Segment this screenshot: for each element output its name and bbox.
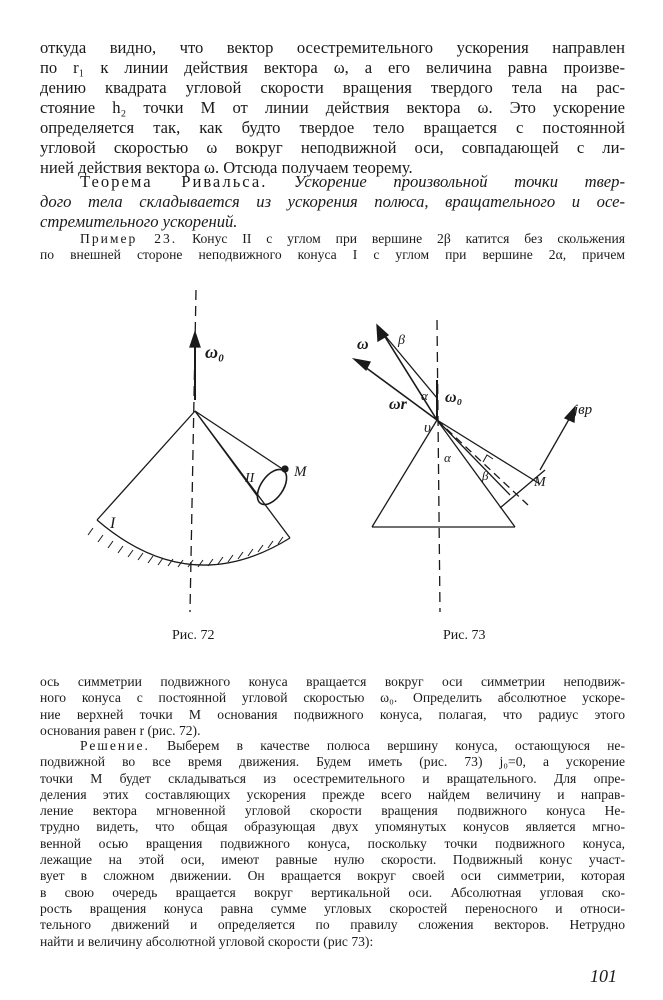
example-heading: Пример 23.	[80, 231, 178, 246]
fig72-label-cone-I: I	[110, 515, 116, 532]
page-number: 101	[590, 966, 617, 986]
figure-73	[354, 320, 575, 612]
fig72-label-cone-II: II	[245, 471, 255, 486]
fig72-cone-I-edge	[97, 411, 195, 520]
fig72-point-M	[282, 466, 288, 472]
example-text: Конус II с углом при вершине 2β катится без скольжения	[192, 231, 626, 246]
fig73-label-jvr: jвр	[574, 402, 593, 418]
figure-72-caption: Рис. 72	[172, 628, 215, 643]
fig73-label-alpha: α	[421, 388, 428, 403]
fig73-label-alpha-low: α	[444, 450, 451, 465]
fig73-cone-edge	[437, 420, 515, 527]
text-line: лежащие на этой оси, имеют равные нулю скорости. Подвижный конус участ-	[40, 852, 625, 868]
text-line: рость вращения конуса равна сумме угловых скоростей переносного и относи-	[40, 900, 625, 916]
solution-block	[40, 738, 625, 950]
fig73-parallelogram-side	[382, 332, 437, 398]
fig73-label-beta-low: β	[482, 468, 489, 483]
arrowhead-icon	[190, 332, 200, 347]
fig73-label-omega0: ω₀	[445, 389, 463, 406]
text-line: определяется так, как будто твердое тело вращается с постоянной	[40, 118, 625, 137]
solution-text: Выберем в качестве полюса вершину конуса, остающуюся не-	[167, 738, 625, 753]
solution-heading: Решение.	[80, 738, 150, 753]
text-line: ного конуса с постоянной угловой скоростью ω₀. Определить абсолютное ускоре-	[40, 690, 625, 706]
figure-72	[88, 290, 292, 612]
fig73-label-omega: ω	[357, 336, 369, 353]
text-line: точки M будет складываться из осестремительного и вращательного. Для опре-	[40, 770, 625, 786]
text-line: ось симметрии подвижного конуса вращается вокруг оси симметрии неподвиж-	[40, 674, 625, 689]
fig73-jvr-vector	[540, 414, 572, 470]
text-line: деления этих составляющих ускорения прежде всего найдем величину и направ-	[40, 786, 625, 802]
text-line: в свою очередь вращается вокруг вертикальной оси. Абсолютная угловая ско-	[40, 884, 625, 900]
fig72-hatching	[88, 528, 283, 567]
text-line: нией действия вектора ω. Отсюда получаем теорему.	[40, 158, 413, 177]
text-line: тельного движений и определяется по правилу сложения векторов. Нетрудно	[40, 917, 625, 933]
fig73-axis	[437, 320, 440, 612]
text-line: найти и величину абсолютной угловой скорости (рис 73):	[40, 933, 374, 949]
text-line: вует в сложном движении. Он вращается вокруг своей оси симметрии, которая	[40, 868, 625, 884]
fig72-label-M: M	[294, 464, 307, 480]
fig73-label-M: M	[534, 475, 546, 490]
problem-continuation	[40, 674, 625, 739]
fig72-cone-II-edge	[195, 411, 284, 470]
text-line: трудно видеть, что общая образующая двух упомянутых конусов является мгно-	[40, 819, 625, 835]
text-line: откуда видно, что вектор осестремительного ускорения направлен	[40, 38, 625, 57]
text-line: ние верхней точки M основания подвижного конуса, полагая, что радиус этого	[40, 706, 625, 722]
fig73-label-beta: β	[398, 333, 405, 348]
figure-73-caption: Рис. 73	[443, 628, 486, 643]
theorem-text: дого тела складывается из ускорения полюса, вращательного и осе-	[40, 192, 625, 211]
fig73-label-O: υ	[424, 420, 431, 436]
theorem-text: Ускорение произвольной точки твер-	[294, 172, 625, 191]
text-line: стояние h₂ точки M от линии действия вектора ω. Это ускорение	[40, 98, 625, 117]
theorem-title: Теорема Ривальса.	[80, 172, 268, 191]
theorem-text: стремительного ускорений.	[40, 212, 238, 231]
fig73-angle-mark	[483, 455, 493, 462]
fig72-label-omega0: ω₀	[205, 342, 225, 362]
text-line: дению квадрата угловой скорости вращения твердого тела на рас-	[40, 78, 625, 97]
example-text: по внешней стороне неподвижного конуса I с углом при вершине 2α, причем	[40, 247, 625, 263]
text-line: венной осью вращения подвижного конуса, поскольку точки подвижного конуса,	[40, 835, 625, 851]
fig73-generatrix	[437, 420, 540, 484]
text-line: основания равен r (рис. 72).	[40, 722, 201, 738]
fig73-cone-edge	[372, 420, 437, 527]
text-line: ление вектора мгновенной угловой скорости вращения подвижного конуса Не-	[40, 803, 625, 819]
fig72-cone-I-base	[97, 520, 290, 565]
text-line: по r₁ к линии действия вектора ω, а его величина равна произве-	[40, 58, 625, 77]
fig73-label-omega-r: ωr	[389, 396, 407, 413]
text-line: подвижной во все время движения. Будем иметь (рис. 73) j₀=0, а ускорение	[40, 754, 625, 770]
text-line: угловой скоростью ω вокруг неподвижной оси, совпадающей с ли-	[40, 138, 625, 157]
